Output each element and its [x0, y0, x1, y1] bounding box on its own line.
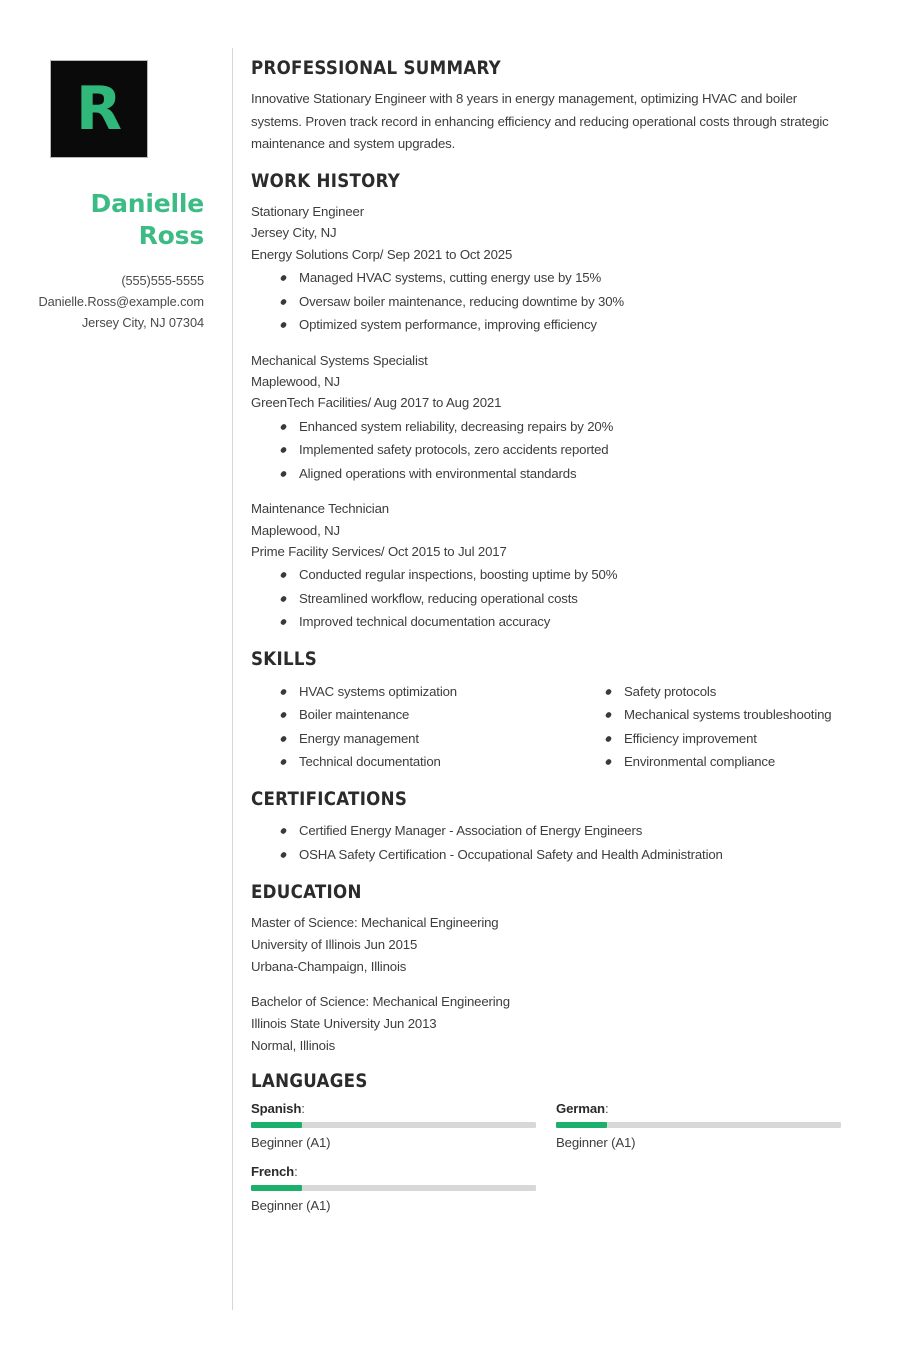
resume-main: [233, 46, 840, 1350]
skill-item: Boiler maintenance: [251, 703, 576, 727]
section-education: [251, 882, 840, 1056]
language-item: [556, 1101, 841, 1150]
job-company-dates: GreenTech Facilities/ Aug 2017 to Aug 2021: [251, 395, 502, 411]
section-title-skills: SKILLS: [251, 648, 318, 670]
certification-item: OSHA Safety Certification - Occupational Safety and Health Administration: [251, 843, 840, 867]
candidate-name: [0, 188, 204, 252]
education-degree: Bachelor of Science: Mechanical Engineering: [251, 993, 510, 1009]
job-company-dates: Energy Solutions Corp/ Sep 2021 to Oct 2025: [251, 246, 513, 262]
education-school-date: University of Illinois Jun 2015: [251, 936, 418, 952]
skills-column-right: [576, 680, 840, 774]
summary-text: Innovative Stationary Engineer with 8 years in energy management, optimizing HVAC and boiler systems. Proven track record in enhancing efficiency and reducing operational costs through strategic maintenance and system upgrades.: [251, 91, 829, 152]
language-name: French:: [251, 1164, 298, 1180]
job-entry: [251, 201, 840, 337]
section-certifications: [251, 789, 840, 867]
job-location: Maplewood, NJ: [251, 522, 340, 538]
job-bullet: Aligned operations with environmental standards: [251, 462, 840, 486]
language-proficiency-bar: [556, 1122, 841, 1128]
job-bullet: Conducted regular inspections, boosting uptime by 50%: [251, 563, 840, 587]
skill-item: Safety protocols: [576, 680, 840, 704]
language-proficiency-bar: [251, 1185, 536, 1191]
monogram-letter: R: [75, 74, 123, 144]
section-skills: [251, 649, 840, 774]
education-list: [251, 912, 840, 1056]
language-name: Spanish:: [251, 1101, 305, 1117]
candidate-first-name: Danielle: [90, 189, 204, 218]
job-entry: [251, 350, 840, 486]
skills-column-left: [251, 680, 576, 774]
certification-item: Certified Energy Manager - Association of Energy Engineers: [251, 819, 840, 843]
job-title: Maintenance Technician: [251, 501, 389, 517]
job-bullet-list: [251, 266, 840, 337]
language-proficiency-bar: [251, 1122, 536, 1128]
section-title-languages: LANGUAGES: [251, 1071, 368, 1093]
job-bullet: Optimized system performance, improving efficiency: [251, 313, 840, 337]
candidate-last-name: Ross: [138, 221, 204, 250]
language-item: [251, 1101, 536, 1150]
job-bullet: Oversaw boiler maintenance, reducing downtime by 30%: [251, 290, 840, 314]
section-languages: [251, 1071, 840, 1213]
language-item: [251, 1164, 536, 1213]
language-proficiency-fill: [251, 1122, 302, 1128]
skill-item: Efficiency improvement: [576, 727, 840, 751]
education-degree: Master of Science: Mechanical Engineering: [251, 915, 499, 931]
section-title-summary: PROFESSIONAL SUMMARY: [251, 58, 501, 79]
education-school-date: Illinois State University Jun 2013: [251, 1015, 437, 1031]
job-bullet: Improved technical documentation accuracy: [251, 610, 840, 634]
work-history-list: [251, 201, 840, 634]
language-name: German:: [556, 1101, 609, 1117]
education-entry: [251, 991, 840, 1057]
skills-grid: [251, 679, 840, 774]
section-title-work-history: WORK HISTORY: [251, 171, 401, 193]
section-title-certifications: CERTIFICATIONS: [251, 788, 408, 810]
skill-item: Environmental compliance: [576, 750, 840, 774]
job-company-dates: Prime Facility Services/ Oct 2015 to Jul 2017: [251, 544, 507, 560]
language-proficiency-fill: [251, 1185, 302, 1191]
education-location: Urbana-Champaign, Illinois: [251, 958, 407, 974]
skill-item: Technical documentation: [251, 750, 576, 774]
job-bullet-list: [251, 415, 840, 486]
education-location: Normal, Illinois: [251, 1037, 336, 1053]
language-name-colon: :: [294, 1164, 298, 1180]
job-bullet: Enhanced system reliability, decreasing repairs by 20%: [251, 415, 840, 439]
job-bullet-list: [251, 563, 840, 634]
contact-email: Danielle.Ross@example.com: [38, 294, 204, 310]
job-title: Mechanical Systems Specialist: [251, 352, 428, 368]
job-bullet: Managed HVAC systems, cutting energy use by 15%: [251, 266, 840, 290]
language-level: Beginner (A1): [251, 1135, 331, 1151]
skill-item: Energy management: [251, 727, 576, 751]
skill-item: Mechanical systems troubleshooting: [576, 703, 840, 727]
job-title: Stationary Engineer: [251, 204, 364, 220]
job-entry: [251, 498, 840, 634]
certifications-list: [251, 819, 840, 867]
resume-sidebar: [0, 46, 232, 1350]
language-name-colon: :: [604, 1101, 609, 1117]
language-proficiency-fill: [556, 1122, 607, 1128]
language-level: Beginner (A1): [251, 1198, 331, 1214]
skill-item: HVAC systems optimization: [251, 680, 576, 704]
job-location: Maplewood, NJ: [251, 374, 340, 390]
section-professional-summary: [251, 58, 840, 156]
job-location: Jersey City, NJ: [251, 225, 337, 241]
job-bullet: Streamlined workflow, reducing operational costs: [251, 587, 840, 611]
job-bullet: Implemented safety protocols, zero accidents reported: [251, 438, 840, 462]
language-name-colon: :: [301, 1101, 305, 1117]
contact-phone: (555)555-5555: [121, 273, 204, 288]
contact-block: [0, 270, 204, 333]
contact-address: Jersey City, NJ 07304: [81, 315, 204, 331]
section-work-history: [251, 171, 840, 634]
section-title-education: EDUCATION: [251, 882, 362, 904]
education-entry: [251, 912, 840, 978]
languages-grid: [251, 1101, 840, 1213]
language-level: Beginner (A1): [556, 1135, 636, 1151]
monogram-avatar: [50, 60, 148, 158]
monogram-wrap: [0, 60, 204, 158]
